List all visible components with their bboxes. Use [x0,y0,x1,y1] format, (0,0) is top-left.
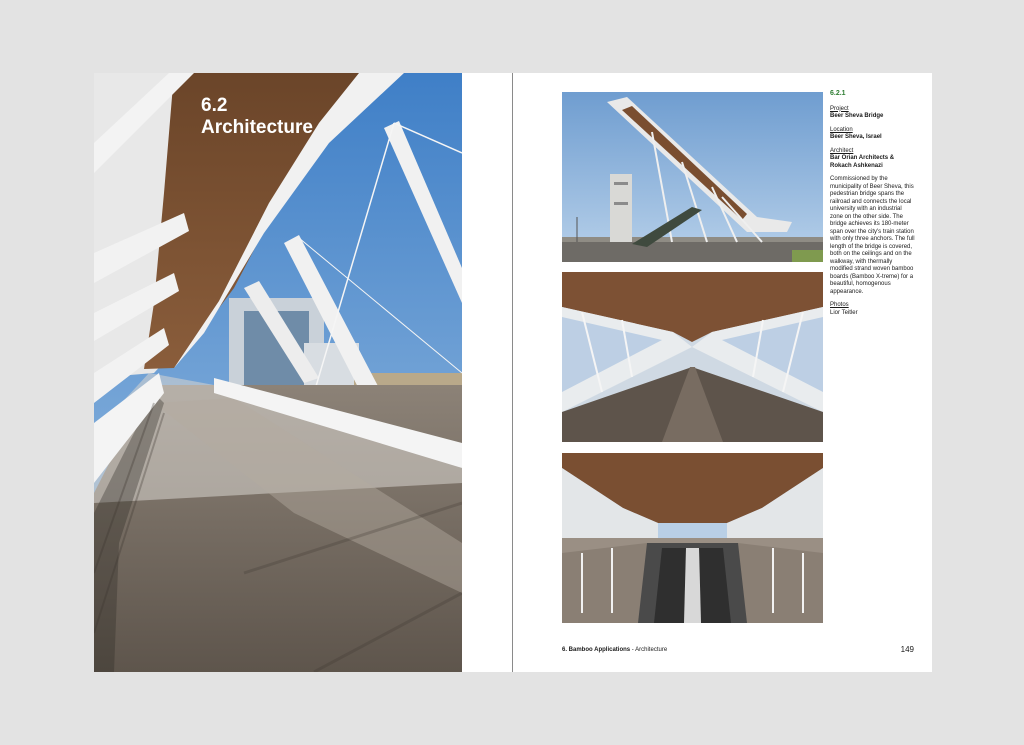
section-number: 6.2 [201,95,228,116]
location-value: Beer Sheva, Israel [830,134,882,140]
page-number: 149 [900,645,914,654]
architect-label: Architect [830,147,854,154]
section-title: Architecture [201,117,313,138]
running-footer [562,647,667,653]
footer-chapter: 6. Bamboo Applications [562,647,631,653]
footer-section: Architecture [635,647,668,653]
left-gutter [462,73,512,672]
right-page [513,73,932,672]
bridge-walkway-photo [94,73,462,672]
project-value: Beer Sheva Bridge [830,113,884,119]
book-spread [94,73,932,672]
bridge-interior-photo [562,272,823,442]
project-description: Commissioned by the municipality of Beer Sheva, this pedestrian bridge spans the railroad and connects the local university with an industrial zone on the other side. The bridge achieves its 180-meter span over the city's train station with only three anchors. The full length of the bridge is covered, both on the ceilings and on the walkway, with thermally modified strand woven bamboo boards (Bamboo X-treme) for a beautiful, homogenous appearance. [830,176,915,295]
project-details [830,90,916,317]
photos-credit: Lior Teitler [830,309,858,316]
photos-label: Photos [830,302,849,308]
footer-separator: - [630,647,636,653]
bridge-exterior-photo [562,92,823,262]
location-label: Location [830,126,853,133]
project-label: Project [830,105,849,112]
left-page [94,73,512,672]
architect-value: Bar Orian Architects & Rokach Ashkenazi [830,155,895,169]
section-heading [201,95,313,139]
escalator-photo [562,453,823,623]
subsection-number: 6.2.1 [830,90,846,97]
